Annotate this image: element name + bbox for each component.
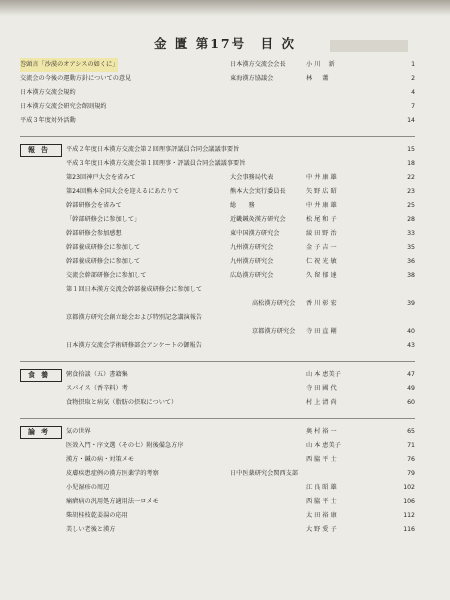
toc-entry xyxy=(20,382,415,396)
toc-entry xyxy=(20,269,415,283)
section-divider xyxy=(20,136,415,137)
toc-entry-title: 日本漢方交流会研究会館則規約 xyxy=(20,103,107,110)
section-header xyxy=(20,425,415,439)
toc-entry-title: 第24回熊本全国大会を迎えるにあたりて xyxy=(66,188,180,195)
toc-entry-author: 中 井 康 雄 xyxy=(306,174,337,181)
toc-content xyxy=(20,58,415,537)
toc-entry xyxy=(20,114,415,128)
toc-entry xyxy=(20,255,415,269)
toc-entry-affiliation: 日中医薬研究会関西支部 xyxy=(230,470,299,477)
toc-section xyxy=(20,368,415,410)
toc-entry-author: 仁 祝 光 敏 xyxy=(306,258,337,265)
toc-entry-title: 気の世界 xyxy=(66,428,91,435)
toc-entry xyxy=(66,368,415,382)
toc-entry-title: 第１回日本漢方交流会幹部養成研修会に参加して xyxy=(66,286,203,293)
toc-entry xyxy=(20,453,415,467)
toc-entry-title: 幹部研修会参加感想 xyxy=(66,230,122,237)
toc-entry xyxy=(20,72,415,86)
toc-entry-author: 綾 田 野 治 xyxy=(306,230,337,237)
toc-entry-affiliation: 九州漢方研究会 xyxy=(230,244,274,251)
page-title: 金 匱 第17号 目 次 xyxy=(154,36,296,51)
toc-entry-page: 33 xyxy=(407,230,415,237)
toc-entry-title: 幹部養成研修会に参加して xyxy=(66,244,141,251)
section-divider xyxy=(20,418,415,419)
toc-entry-affiliation: 総 務 xyxy=(230,202,255,209)
toc-entry xyxy=(20,495,415,509)
toc-entry-page: 28 xyxy=(407,216,415,223)
toc-entry xyxy=(20,241,415,255)
toc-entry-author: 久 留 郁 達 xyxy=(306,272,337,279)
toc-entry-title: 幹部養成研修会に参加して xyxy=(66,258,141,265)
toc-entry-author: 山 本 恵美子 xyxy=(306,442,341,449)
toc-entry-page: 15 xyxy=(407,146,415,153)
toc-entry-author: 矢 野 広 昭 xyxy=(306,188,337,195)
toc-entry-title: 痛瘡病の汎用処方適用法一ロメモ xyxy=(66,498,159,505)
toc-entry-title: 幹部研修会を省みて xyxy=(66,202,122,209)
toc-entry-page: 43 xyxy=(407,342,415,349)
toc-entry-author: 金 子 吉 一 xyxy=(306,244,337,251)
toc-entry xyxy=(20,185,415,199)
toc-entry-author: 林 蕭 xyxy=(306,75,329,82)
toc-entry-affiliation: 日本漢方交流会会長 xyxy=(230,61,286,68)
toc-entry xyxy=(20,523,415,537)
toc-entry-author: 西 脇 平 士 xyxy=(306,498,337,505)
toc-entry-affiliation: 高松漢方研究会 xyxy=(252,300,296,307)
toc-entry-author: 大 野 愛 子 xyxy=(306,526,337,533)
toc-entry-author: 香 川 彰 宏 xyxy=(306,300,337,307)
toc-entry-affiliation: 京都漢方研究会 xyxy=(252,328,296,335)
toc-entry xyxy=(20,467,415,481)
toc-entry-author: 村 上 清 尚 xyxy=(306,399,337,406)
toc-entry xyxy=(20,86,415,100)
section-label: 食養 xyxy=(20,369,62,382)
toc-entry-page: 25 xyxy=(407,202,415,209)
section-label: 論考 xyxy=(20,426,62,439)
toc-entry-author: 西 脇 平 士 xyxy=(306,456,337,463)
toc-entry-page: 49 xyxy=(407,385,415,392)
toc-entry-title: 粥食拾談（五）書籍集 xyxy=(66,371,128,378)
toc-entry-page: 76 xyxy=(407,456,415,463)
toc-entry-page: 35 xyxy=(407,244,415,251)
section-header xyxy=(20,368,415,382)
toc-entry-author: 寺 田 國 代 xyxy=(306,385,337,392)
toc-entry xyxy=(20,439,415,453)
section-header xyxy=(20,143,415,157)
toc-entry xyxy=(20,297,415,311)
toc-entry-page: 112 xyxy=(403,512,415,519)
toc-entry-page: 102 xyxy=(403,484,415,491)
toc-entry-author: 中 井 康 雄 xyxy=(306,202,337,209)
toc-entry xyxy=(20,157,415,171)
toc-entry-title: 美しい老後と漢方 xyxy=(66,526,116,533)
page-shadow xyxy=(0,0,450,16)
toc-entry-page: 22 xyxy=(407,174,415,181)
toc-entry xyxy=(20,283,415,297)
toc-entry-title: スパイス（香辛料）考 xyxy=(66,385,128,392)
toc-entry-page: 4 xyxy=(411,89,415,96)
toc-entry-title: 柴胡桂枝乾姜湯の応用 xyxy=(66,512,128,519)
toc-entry-title: 第23回神戸大会を省みて xyxy=(66,174,136,181)
toc-entry xyxy=(20,100,415,114)
toc-entry-title: 漢方・鍼の病・対策メモ xyxy=(66,456,135,463)
toc-entry-page: 36 xyxy=(407,258,415,265)
section-label: 報告 xyxy=(20,144,62,157)
toc-entry-affiliation: 東海漢方協議会 xyxy=(230,75,274,82)
toc-entry xyxy=(20,325,415,339)
toc-entry-author: 太 田 裕 康 xyxy=(306,512,337,519)
toc-entry-page: 60 xyxy=(407,399,415,406)
toc-entry-affiliation: 広島漢方研究会 xyxy=(230,272,274,279)
toc-entry-title: 皮膚疾患症例の漢方医薬学的考察 xyxy=(66,470,159,477)
toc-entry-page: 71 xyxy=(407,442,415,449)
toc-entry-page: 65 xyxy=(407,428,415,435)
toc-entry-author: 奥 村 裕 一 xyxy=(306,428,337,435)
toc-entry xyxy=(20,396,415,410)
toc-entry-author: 山 本 恵美子 xyxy=(306,371,341,378)
toc-entry-page: 7 xyxy=(411,103,415,110)
toc-entry-page: 116 xyxy=(403,526,415,533)
toc-entry xyxy=(20,311,415,325)
toc-entry-page: 18 xyxy=(407,160,415,167)
toc-entry-affiliation: 熊本大会実行委員長 xyxy=(230,188,286,195)
toc-entry-page: 47 xyxy=(407,371,415,378)
toc-entry-page: 23 xyxy=(407,188,415,195)
toc-entry-title: 平成３年度対外活動 xyxy=(20,117,76,124)
toc-entry-author: 松 尾 和 子 xyxy=(306,216,337,223)
toc-entry-title: 日本漢方交流会学術研修部会アンケートの御報告 xyxy=(66,342,202,349)
toc-entry-author: 江 良 昭 雄 xyxy=(306,484,337,491)
toc-entry-page: 39 xyxy=(407,300,415,307)
toc-entry-title: 交流会の今後の運動方針についての意見 xyxy=(20,75,132,82)
section-divider xyxy=(20,361,415,362)
toc-entry-title: 平成２年度日本漢方交流会第２回理事評議員合同会議議事要旨 xyxy=(66,146,240,153)
toc-entry-page: 1 xyxy=(411,61,415,68)
toc-entry-title: 小児湿疹の周辺 xyxy=(66,484,110,491)
toc-entry xyxy=(66,425,415,439)
toc-entry-page: 14 xyxy=(407,117,415,124)
toc-entry-affiliation: 大会事務局代表 xyxy=(230,174,274,181)
toc-entry-affiliation: 東中国漢方研究会 xyxy=(230,230,280,237)
toc-entry-title: 日本漢方交流会規約 xyxy=(20,89,76,96)
toc-entry xyxy=(20,58,415,72)
toc-entry-page: 38 xyxy=(407,272,415,279)
toc-entry-title: 交流会幹部研修会に参加して xyxy=(66,272,147,279)
toc-entry-title: 平成３年度日本漢方交流会第１回理事・評議員合同会議議事要旨 xyxy=(66,160,246,167)
toc-section xyxy=(20,143,415,353)
toc-entry-title: 巻頭言「沙漠のオアシスの如くに」 xyxy=(20,58,118,72)
toc-entry-page: 40 xyxy=(407,328,415,335)
toc-sections xyxy=(20,136,415,537)
toc-entry-page: 79 xyxy=(407,470,415,477)
toc-entry xyxy=(20,199,415,213)
toc-entry xyxy=(20,339,415,353)
toc-intro-list xyxy=(20,58,415,128)
toc-entry xyxy=(20,481,415,495)
toc-entry-page: 106 xyxy=(403,498,415,505)
toc-entry xyxy=(20,171,415,185)
toc-section xyxy=(20,425,415,537)
toc-entry xyxy=(20,509,415,523)
toc-entry-title: 京都漢方研究会創立総会および特別記念講演報告 xyxy=(66,314,203,321)
toc-entry-affiliation: 近畿鍼灸漢方研究会 xyxy=(230,216,286,223)
toc-entry xyxy=(20,227,415,241)
toc-entry xyxy=(66,143,415,157)
toc-entry-page: 2 xyxy=(411,75,415,82)
toc-entry-title: 「幹部研修会に参加して」 xyxy=(66,216,141,223)
toc-entry-author: 寺 田 直 剛 xyxy=(306,328,337,335)
toc-entry xyxy=(20,213,415,227)
toc-entry-title: 医效入門・序文選（その七）附後備急方序 xyxy=(66,442,184,449)
toc-entry-author: 小 川 新 xyxy=(306,61,335,68)
toc-entry-title: 食物摂取と病気（脂肪の摂取について） xyxy=(66,399,178,406)
toc-entry-affiliation: 九州漢方研究会 xyxy=(230,258,274,265)
